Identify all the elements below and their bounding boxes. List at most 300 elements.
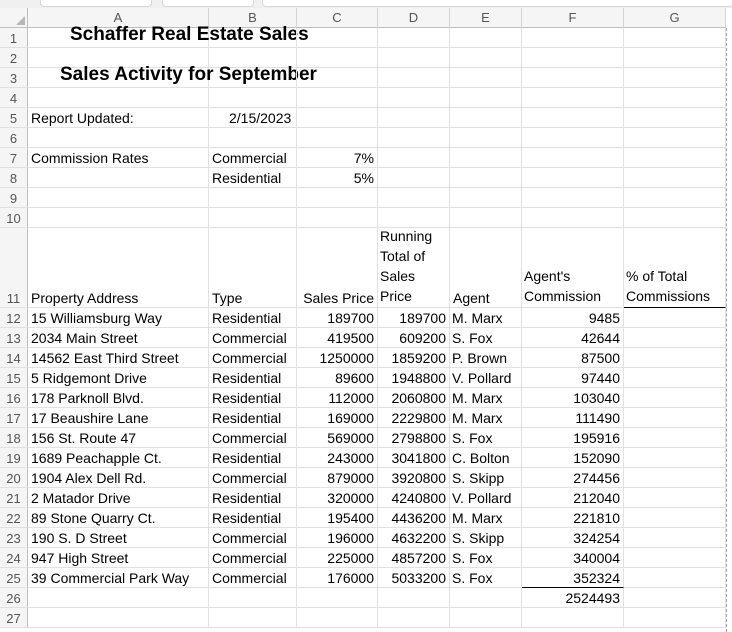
row-header-8[interactable]	[0, 168, 28, 188]
cell-f9[interactable]	[522, 188, 624, 208]
row-number: 20	[6, 471, 21, 486]
cell-f13[interactable]	[522, 328, 624, 348]
agent-name: P. Brown	[452, 350, 507, 366]
cell-d25[interactable]	[378, 568, 450, 588]
cell-c16[interactable]	[297, 388, 378, 408]
cell-c14[interactable]	[297, 348, 378, 368]
row-number: 24	[6, 551, 21, 566]
cell-a4[interactable]	[28, 88, 209, 108]
running-total: 4632200	[391, 530, 446, 546]
cell-g6[interactable]	[624, 128, 726, 148]
cell-f7[interactable]	[522, 148, 624, 168]
sales-price: 879000	[327, 470, 374, 486]
row-header-11[interactable]	[0, 228, 28, 308]
cell-e27[interactable]	[450, 608, 522, 628]
row-header-5[interactable]	[0, 108, 28, 128]
cell-a25[interactable]	[28, 568, 209, 588]
cell-e9[interactable]	[450, 188, 522, 208]
row-number: 16	[6, 391, 21, 406]
sales-price: 1250000	[319, 350, 374, 366]
cell-f5[interactable]	[522, 108, 624, 128]
agent-commission: 87500	[581, 350, 620, 366]
cell-c10[interactable]	[297, 208, 378, 228]
row-header-21[interactable]	[0, 488, 28, 508]
row-header-20[interactable]	[0, 468, 28, 488]
row-number: 10	[6, 211, 21, 226]
cell-g22[interactable]	[624, 508, 726, 528]
cell-a20[interactable]	[28, 468, 209, 488]
cell-e7[interactable]	[450, 148, 522, 168]
sales-price: 569000	[327, 430, 374, 446]
cell-f10[interactable]	[522, 208, 624, 228]
cell-b16[interactable]	[209, 388, 297, 408]
property-type: Commercial	[212, 470, 287, 486]
cell-a15[interactable]	[28, 368, 209, 388]
cell-a27[interactable]	[28, 608, 209, 628]
row-header-6[interactable]	[0, 128, 28, 148]
cell-c4[interactable]	[297, 88, 378, 108]
property-address: 1689 Peachapple Ct.	[31, 450, 162, 466]
cell-a1[interactable]	[28, 24, 309, 48]
tab-strip	[0, 0, 732, 8]
cell-a22[interactable]	[28, 508, 209, 528]
cell-g27[interactable]	[624, 608, 726, 628]
row-number: 19	[6, 451, 21, 466]
cell-d24[interactable]	[378, 548, 450, 568]
header-percent-commissions	[626, 266, 710, 306]
cell-b12[interactable]	[209, 308, 297, 328]
cell-c23[interactable]	[297, 528, 378, 548]
cell-g4[interactable]	[624, 88, 726, 108]
row-number: 18	[6, 431, 21, 446]
cell-f2[interactable]	[522, 48, 624, 68]
running-total: 1948800	[391, 370, 446, 386]
cell-b5[interactable]	[209, 108, 297, 128]
row-number: 23	[6, 531, 21, 546]
cell-e8[interactable]	[450, 168, 522, 188]
cell-b1[interactable]	[209, 28, 297, 48]
sales-price: 112000	[328, 390, 374, 406]
cell-d23[interactable]	[378, 528, 450, 548]
cell-f26[interactable]	[522, 588, 624, 608]
row-header-14[interactable]	[0, 348, 28, 368]
cell-e23[interactable]	[450, 528, 522, 548]
property-address: 947 High Street	[31, 550, 129, 566]
property-address: 5 Ridgemont Drive	[31, 370, 147, 386]
cell-b23[interactable]	[209, 528, 297, 548]
property-type: Commercial	[212, 570, 287, 586]
cell-g21[interactable]	[624, 488, 726, 508]
cell-d27[interactable]	[378, 608, 450, 628]
agent-commission: 152090	[573, 450, 620, 466]
residential-rate: 5%	[353, 170, 374, 186]
cell-d20[interactable]	[378, 468, 450, 488]
cell-c9[interactable]	[297, 188, 378, 208]
sales-price: 419500	[327, 330, 374, 346]
running-total: 189700	[399, 310, 446, 326]
cell-e13[interactable]	[450, 328, 522, 348]
agent-commission: 221810	[573, 510, 620, 526]
cell-c17[interactable]	[297, 408, 378, 428]
cell-b11[interactable]	[209, 228, 297, 308]
cell-d9[interactable]	[378, 188, 450, 208]
header-type: Type	[212, 290, 243, 306]
cell-e10[interactable]	[450, 208, 522, 228]
cell-g15[interactable]	[624, 368, 726, 388]
row-header-19[interactable]	[0, 448, 28, 468]
cell-f1[interactable]	[522, 28, 624, 48]
cell-a10[interactable]	[28, 208, 209, 228]
cell-e2[interactable]	[450, 48, 522, 68]
cell-g23[interactable]	[624, 528, 726, 548]
row-number: 22	[6, 511, 21, 526]
agent-commission: 195916	[573, 430, 620, 446]
property-type: Commercial	[212, 430, 287, 446]
sales-price: 169000	[327, 410, 374, 426]
cell-g8[interactable]	[624, 168, 726, 188]
cell-b3[interactable]	[209, 68, 297, 88]
cell-g7[interactable]	[624, 148, 726, 168]
select-all-corner[interactable]	[0, 8, 28, 28]
cell-c27[interactable]	[297, 608, 378, 628]
report-updated-date: 2/15/2023	[229, 110, 292, 126]
cell-e3[interactable]	[450, 68, 522, 88]
cell-e21[interactable]	[450, 488, 522, 508]
sales-price: 89600	[335, 370, 374, 386]
cell-c25[interactable]	[297, 568, 378, 588]
agent-commission: 111490	[575, 410, 620, 426]
cell-b15[interactable]	[209, 368, 297, 388]
cell-d21[interactable]	[378, 488, 450, 508]
cell-f27[interactable]	[522, 608, 624, 628]
header-agent-commission	[524, 266, 601, 306]
header-line: Agent's	[524, 268, 571, 284]
sales-price: 225000	[327, 550, 374, 566]
cell-f25[interactable]	[522, 568, 624, 588]
cell-b24[interactable]	[209, 548, 297, 568]
cell-c13[interactable]	[297, 328, 378, 348]
cell-e6[interactable]	[450, 128, 522, 148]
cell-d2[interactable]	[378, 48, 450, 68]
row-header-16[interactable]	[0, 388, 28, 408]
residential-label: Residential	[212, 170, 282, 186]
agent-name: S. Fox	[452, 570, 493, 586]
cell-f23[interactable]	[522, 528, 624, 548]
row-header-7[interactable]	[0, 148, 28, 168]
cell-e11[interactable]	[450, 228, 522, 308]
cell-d1[interactable]	[378, 28, 450, 48]
cell-g1[interactable]	[624, 28, 726, 48]
running-total: 2798800	[391, 430, 446, 446]
cell-c19[interactable]	[297, 448, 378, 468]
cell-f8[interactable]	[522, 168, 624, 188]
cell-b10[interactable]	[209, 208, 297, 228]
row-header-3[interactable]	[0, 68, 28, 88]
cell-b7[interactable]	[209, 148, 297, 168]
cell-f3[interactable]	[522, 68, 624, 88]
cell-d3[interactable]	[378, 68, 450, 88]
property-type: Commercial	[212, 530, 287, 546]
cell-f20[interactable]	[522, 468, 624, 488]
header-line: Sales	[380, 268, 416, 284]
cell-e12[interactable]	[450, 308, 522, 328]
cell-e25[interactable]	[450, 568, 522, 588]
property-type: Residential	[212, 490, 282, 506]
row-header-13[interactable]	[0, 328, 28, 348]
cell-b19[interactable]	[209, 448, 297, 468]
cell-c1[interactable]	[297, 28, 378, 48]
cell-c22[interactable]	[297, 508, 378, 528]
commercial-rate: 7%	[353, 150, 374, 166]
cell-d16[interactable]	[378, 388, 450, 408]
cell-c18[interactable]	[297, 428, 378, 448]
property-type: Residential	[212, 510, 282, 526]
cell-b22[interactable]	[209, 508, 297, 528]
cell-c5[interactable]	[297, 108, 378, 128]
cell-g5[interactable]	[624, 108, 726, 128]
cell-c12[interactable]	[297, 308, 378, 328]
cell-a6[interactable]	[28, 128, 209, 148]
cell-b13[interactable]	[209, 328, 297, 348]
cell-b17[interactable]	[209, 408, 297, 428]
cell-g11[interactable]	[624, 228, 726, 308]
column-header-b[interactable]: B	[209, 8, 297, 28]
header-line: Running	[380, 228, 433, 244]
cell-f12[interactable]	[522, 308, 624, 328]
cell-f16[interactable]	[522, 388, 624, 408]
cell-g26[interactable]	[624, 588, 726, 608]
cell-c11[interactable]	[297, 228, 378, 308]
cell-e4[interactable]	[450, 88, 522, 108]
cell-d26[interactable]	[378, 588, 450, 608]
cell-a24[interactable]	[28, 548, 209, 568]
cell-c20[interactable]	[297, 468, 378, 488]
agent-commission: 274456	[573, 470, 620, 486]
row-header-2[interactable]	[0, 48, 28, 68]
cell-f6[interactable]	[522, 128, 624, 148]
row-header-12[interactable]	[0, 308, 28, 328]
row-number: 14	[6, 351, 21, 366]
cell-b25[interactable]	[209, 568, 297, 588]
cell-b26[interactable]	[209, 588, 297, 608]
column-header-f[interactable]: F	[522, 8, 624, 28]
agent-commission: 9485	[588, 310, 620, 326]
cell-f14[interactable]	[522, 348, 624, 368]
cell-d14[interactable]	[378, 348, 450, 368]
cell-f19[interactable]	[522, 448, 624, 468]
cell-e15[interactable]	[450, 368, 522, 388]
cell-g3[interactable]	[624, 68, 726, 88]
cell-a12[interactable]	[28, 308, 209, 328]
cell-e14[interactable]	[450, 348, 522, 368]
cell-g12[interactable]	[624, 308, 726, 328]
cell-a9[interactable]	[28, 188, 209, 208]
cell-b8[interactable]	[209, 168, 297, 188]
cell-d17[interactable]	[378, 408, 450, 428]
cell-d5[interactable]	[378, 108, 450, 128]
row-header-17[interactable]	[0, 408, 28, 428]
cell-c15[interactable]	[297, 368, 378, 388]
cell-e18[interactable]	[450, 428, 522, 448]
cell-d15[interactable]	[378, 368, 450, 388]
cell-c26[interactable]	[297, 588, 378, 608]
cell-a16[interactable]	[28, 388, 209, 408]
row-header-10[interactable]	[0, 208, 28, 228]
cell-d11[interactable]	[378, 228, 450, 308]
cell-b4[interactable]	[209, 88, 297, 108]
cell-a5[interactable]	[28, 108, 209, 128]
cell-g17[interactable]	[624, 408, 726, 428]
cell-d6[interactable]	[378, 128, 450, 148]
cell-g2[interactable]	[624, 48, 726, 68]
row-number: 17	[6, 411, 21, 426]
running-total: 4436200	[391, 510, 446, 526]
row-header-22[interactable]	[0, 508, 28, 528]
running-total: 5033200	[391, 570, 446, 586]
sales-price: 195400	[327, 510, 374, 526]
cell-b21[interactable]	[209, 488, 297, 508]
cell-a18[interactable]	[28, 428, 209, 448]
header-line: Commissions	[626, 288, 711, 304]
cell-a8[interactable]	[28, 168, 209, 188]
cell-d18[interactable]	[378, 428, 450, 448]
cell-b27[interactable]	[209, 608, 297, 628]
column-header-a[interactable]: A	[28, 8, 209, 28]
sales-price: 176000	[327, 570, 374, 586]
cell-d8[interactable]	[378, 168, 450, 188]
row-header-15[interactable]	[0, 368, 28, 388]
cell-b9[interactable]	[209, 188, 297, 208]
cell-f18[interactable]	[522, 428, 624, 448]
sales-price: 320000	[327, 490, 374, 506]
cell-e22[interactable]	[450, 508, 522, 528]
row-header-23[interactable]	[0, 528, 28, 548]
cell-e19[interactable]	[450, 448, 522, 468]
cell-g14[interactable]	[624, 348, 726, 368]
cell-d7[interactable]	[378, 148, 450, 168]
cell-f4[interactable]	[522, 88, 624, 108]
cell-c24[interactable]	[297, 548, 378, 568]
cell-d4[interactable]	[378, 88, 450, 108]
property-address: 2 Matador Drive	[31, 490, 131, 506]
cell-b20[interactable]	[209, 468, 297, 488]
row-header-9[interactable]	[0, 188, 28, 208]
cell-d13[interactable]	[378, 328, 450, 348]
cell-c21[interactable]	[297, 488, 378, 508]
property-type: Residential	[212, 370, 282, 386]
cell-c3[interactable]	[297, 68, 378, 88]
property-address: 190 S. D Street	[31, 530, 127, 546]
cell-a23[interactable]	[28, 528, 209, 548]
property-address: 1904 Alex Dell Rd.	[31, 470, 147, 486]
report-updated-label: Report Updated:	[31, 110, 134, 126]
running-total: 4240800	[391, 490, 446, 506]
cell-c7[interactable]	[297, 148, 378, 168]
column-header-c[interactable]: C	[297, 8, 378, 28]
property-address: 178 Parknoll Blvd.	[31, 390, 144, 406]
cell-a14[interactable]	[28, 348, 209, 368]
cell-b18[interactable]	[209, 428, 297, 448]
cell-e24[interactable]	[450, 548, 522, 568]
cell-e1[interactable]	[450, 28, 522, 48]
cell-f17[interactable]	[522, 408, 624, 428]
cell-a17[interactable]	[28, 408, 209, 428]
cell-g24[interactable]	[624, 548, 726, 568]
row-header-18[interactable]	[0, 428, 28, 448]
cell-g18[interactable]	[624, 428, 726, 448]
agent-name: V. Pollard	[452, 490, 512, 506]
cell-d12[interactable]	[378, 308, 450, 328]
cell-a21[interactable]	[28, 488, 209, 508]
cell-a7[interactable]	[28, 148, 209, 168]
cell-d22[interactable]	[378, 508, 450, 528]
row-header-27[interactable]	[0, 608, 28, 628]
cell-a19[interactable]	[28, 448, 209, 468]
property-type: Residential	[212, 310, 282, 326]
cell-g20[interactable]	[624, 468, 726, 488]
row-header-26[interactable]	[0, 588, 28, 608]
column-header-e[interactable]: E	[450, 8, 522, 28]
cell-a26[interactable]	[28, 588, 209, 608]
sales-price: 189700	[327, 310, 374, 326]
cell-e26[interactable]	[450, 588, 522, 608]
cell-b14[interactable]	[209, 348, 297, 368]
cell-f11[interactable]	[522, 228, 624, 308]
cell-a11[interactable]	[28, 228, 209, 308]
row-header-24[interactable]	[0, 548, 28, 568]
cell-b6[interactable]	[209, 128, 297, 148]
cell-g16[interactable]	[624, 388, 726, 408]
row-number: 8	[9, 171, 18, 186]
row-header-25[interactable]	[0, 568, 28, 588]
cell-g9[interactable]	[624, 188, 726, 208]
cell-g10[interactable]	[624, 208, 726, 228]
cell-d10[interactable]	[378, 208, 450, 228]
cell-e17[interactable]	[450, 408, 522, 428]
cell-e5[interactable]	[450, 108, 522, 128]
column-header-d[interactable]: D	[378, 8, 450, 28]
running-total: 2060800	[391, 390, 446, 406]
commission-rates-label: Commission Rates	[31, 150, 149, 166]
cell-c6[interactable]	[297, 128, 378, 148]
cell-f24[interactable]	[522, 548, 624, 568]
workbook-tab[interactable]	[162, 0, 254, 7]
property-address: 14562 East Third Street	[31, 350, 179, 366]
row-header-1[interactable]	[0, 28, 28, 48]
cell-c8[interactable]	[297, 168, 378, 188]
cell-f22[interactable]	[522, 508, 624, 528]
cell-g25[interactable]	[624, 568, 726, 588]
header-property-address: Property Address	[31, 290, 139, 306]
workbook-tab[interactable]	[40, 0, 152, 7]
cell-g19[interactable]	[624, 448, 726, 468]
cell-g13[interactable]	[624, 328, 726, 348]
cell-e16[interactable]	[450, 388, 522, 408]
row-number: 9	[9, 191, 18, 206]
header-line: Price	[380, 288, 412, 304]
row-header-4[interactable]	[0, 88, 28, 108]
cell-e20[interactable]	[450, 468, 522, 488]
cell-a13[interactable]	[28, 328, 209, 348]
column-header-g[interactable]: G	[624, 8, 726, 28]
cell-a3[interactable]	[28, 64, 317, 88]
cell-d19[interactable]	[378, 448, 450, 468]
workbook-tab[interactable]	[262, 0, 732, 7]
property-type: Residential	[212, 410, 282, 426]
row-number: 25	[6, 571, 21, 586]
cell-f21[interactable]	[522, 488, 624, 508]
cell-f15[interactable]	[522, 368, 624, 388]
